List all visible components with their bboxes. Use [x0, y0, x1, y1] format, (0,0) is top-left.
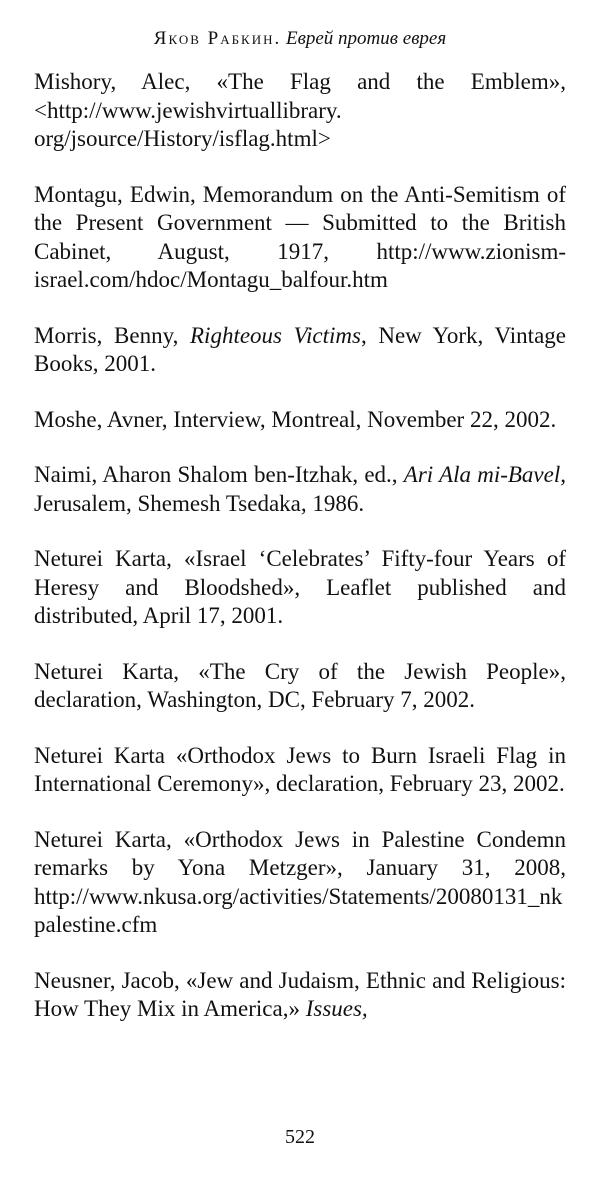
bibliography-entry	[34, 742, 566, 799]
page-number: 522	[285, 1126, 315, 1148]
entry-title-italic: Righteous Victims	[190, 322, 361, 348]
entry-text: Neusner, Jacob, «Jew and Judaism, Ethnic and Religious: How They Mix in America,»	[34, 967, 566, 1021]
bibliography-list	[34, 68, 566, 1051]
entry-text: Neturei Karta, «The Cry of the Jewish People», declaration, Washington, DC, February 7, 2002.	[34, 658, 566, 712]
entry-title-italic: Ari Ala mi-Bavel,	[403, 462, 566, 487]
entry-text: Neturei Karta, «Orthodox Jews in Palestine Condemn remarks by Yona Metzger», January 31, 2008, http://www.nkusa.org/activities/Statements/20080131_nkpalestine.cfm	[34, 826, 566, 937]
header-author: Яков Рабкин.	[153, 28, 282, 49]
entry-text: Jerusalem, Shemesh Tsedaka, 1986.	[34, 490, 365, 516]
entry-text: , New York, Vintage Books, 2001.	[34, 322, 566, 376]
bibliography-entry	[34, 406, 566, 435]
entry-text: Neturei Karta, «Israel ‘Celebrates’ Fifty-four Years of Heresy and Bloodshed», Leaflet published and distributed, April 17, 2001.	[34, 546, 566, 628]
entry-text: Moshe, Avner, Interview, Montreal, November 22, 2002.	[34, 406, 557, 432]
entry-text: Neturei Karta «Orthodox Jews to Burn Israeli Flag in International Ceremony», declaration, February 23, 2002.	[34, 742, 566, 796]
bibliography-entry	[34, 461, 566, 518]
running-header	[0, 26, 600, 52]
entry-text: Montagu, Edwin, Memorandum on the Anti-Semitism of the Present Government — Submitted to the British Cabinet, August, 1917, http://www.zionism-israel.com/hdoc/Montagu_balfour.htm	[34, 181, 566, 292]
bibliography-entry	[34, 68, 566, 154]
entry-text: Morris, Benny,	[34, 322, 190, 348]
entry-text: Mishory, Alec, «The Flag and the Emblem», <http://www.jewishvirtuallibrary. org/jsource/History/isflag.html>	[34, 69, 566, 151]
header-book-title: Еврей против еврея	[286, 28, 447, 49]
bibliography-entry	[34, 322, 566, 379]
bibliography-entry	[34, 967, 566, 1024]
bibliography-entry	[34, 658, 566, 715]
entry-text: Naimi, Aharon Shalom ben-Itzhak, ed.,	[34, 462, 404, 487]
bibliography-entry	[34, 826, 566, 940]
entry-title-italic: Issues,	[305, 996, 368, 1021]
bibliography-entry	[34, 545, 566, 631]
bibliography-entry	[34, 181, 566, 295]
